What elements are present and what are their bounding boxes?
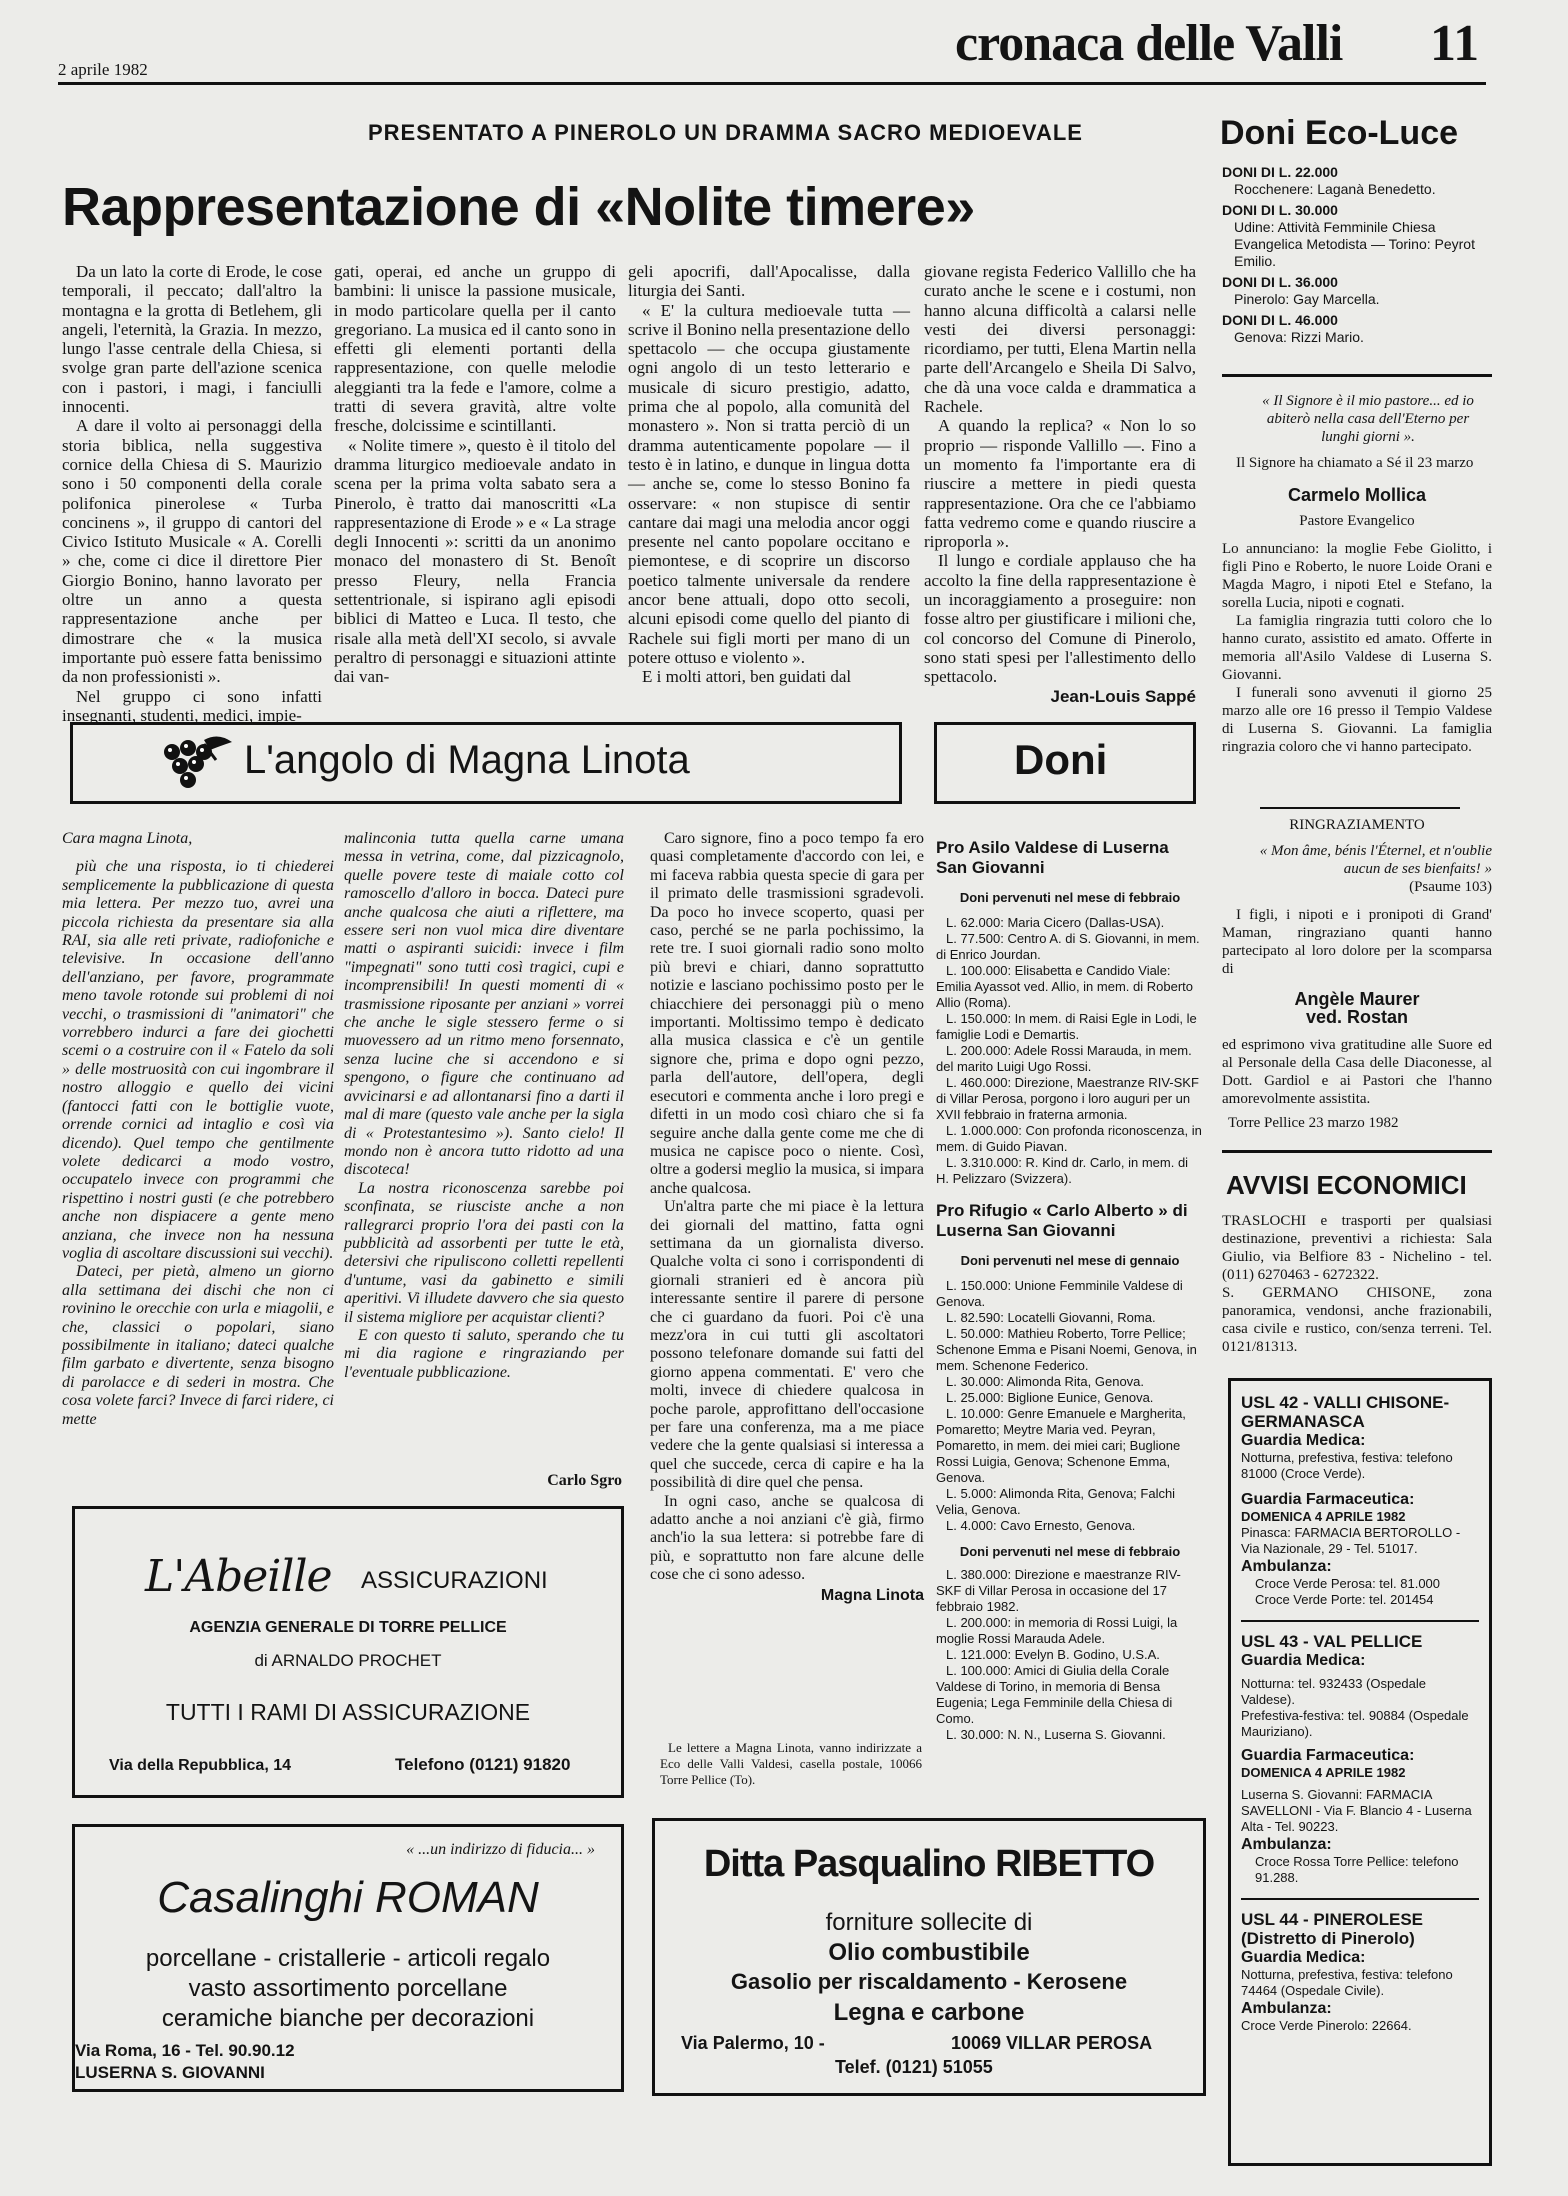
article-column-1: Da un lato la corte di Erode, le cose temporali, il peccato; dall'altro la montagna e la grotta di Betlehem, gli angeli, l'eternità, la Grazia. In mezzo, lungo l'asse centrale della Chiesa, si svolge gran parte dell'azione scenica con i pastori, i magi, i fanciulli innocenti. A dare il volto ai personaggi della storia biblica, nella suggestiva cornice della Chiesa di S. Maurizio sono i 50 componenti della corale polifonica pinerolese « Turba concinens », il gruppo di cantori del Civico Istituto Musicale « A. Corelli » che, come ci dice il direttore Pier Giorgio Bonino, hanno lavorato per oltre un anno a questa rappresentazione anche per dimostrare che « la musica importante può essere fatta benissimo da non professionisti ». Nel gruppo ci sono infatti insegnanti, studenti, medici, impie- <box>62 262 322 725</box>
roman-ad: « ...un indirizzo di fiducia... » Casalinghi ROMAN porcellane - cristallerie - articoli regalo vasto assortimento porcellane ceramiche bianche per decorazioni Via Roma, 16 - Tel. 90.90.12 LUSERNA S. GIOVANNI <box>72 1824 624 2092</box>
avvisi-text: TRASLOCHI e trasporti per qualsiasi destinazione, preventivi a richiesta: Sala Giulio, via Belfiore 83 - Nichelino - tel. (011) 6270463 - 6272322. S. GERMANO CHISONE, zona panoramica, vendonsi, anche frazionabili, casa civile e rustico, con/senza terreni. Tel. 0121/81313. <box>1222 1213 1492 1355</box>
linota-column-2: malinconia tutta quella carne umana messa in vetrina, come, dal pizzicagnolo, quelle povere teste di maiale cotto col ramoscello d'alloro in bocca. Dateci pure anche qualcosa che aiuti a riflettere, ma essere seri non vuol mica dire diventare matti o aspiranti suicidi: invece i film "impegnati" sono tutti così tragici, cupi e incomprensibili! In questi momenti di « trasmissione riposante per anziani » vorrei che anche le sigle stessero ferme o si muovessero ad un ritmo meno forsennato, senza lucine che si accendono e si spengono, o figure che continuano ad avvicinarsi e ad allontanarsi fino a darti il mal di mare (questo vale anche per la sigla di « Protestantesimo »). Santo cielo! Il mondo non è ancora tutto ridotto ad una discoteca! La nostra riconoscenza sarebbe poi sconfinata, se riusciste anche a non rallegrarci proprio l'ora dei pasti con la pubblicità ad assorbenti per tutte le età, detersivi che ripuliscono colletti repellenti d'untume, vasi da gabinetto e simili aperitivi. Vi illudete davvero che sia questo il sistema migliore per acquistar clienti? E con questo ti saluto, sperando che tu mi dia ragione e ringraziando per l'eventuale pubblicazione. <box>344 830 624 1381</box>
grapes-icon <box>158 730 238 796</box>
linota-column-1: Cara magna Linota, più che una risposta, io ti chiederei semplicemente la pubblicazione di questa mia lettera. Per mezzo tuo, avrei una piccola richiesta da presentare sia alla RAI, sia alle reti private, radiofoniche e televisive. In occasione dell'anno dell'anziano, per favore, programmate meno tavole rotonde sui problemi di noi vecchi, o trasmissioni di "animatori" che vorrebbero indurci a fare dei giochetti scemi o a costruire con il « Fatelo da soli » delle mostruosità con cui ingombrare il nostro alloggio e quello dei vicini (fantocci fatti con le bottiglie vuote, orrende cornici ad intaglio e così via dicendo). Quel tempo che gentilmente volete dedicarci a modo vostro, occupatelo invece con programmi che rispettino i nostri gusti (e che potrebbero anche non dispiacere a gente meno anziana, che invece non ha nessuna voglia di ascoltare discussioni sui vecchi). Dateci, per pietà, almeno un giorno alla settimana dei dischi che non ci rovinino le orecchie con urla e miagolii, e che, classici o popolari, siano possibilmente in italiano; dateci qualche film garbato e divertente, senza bisogno di parolacce e di sederi in mostra. Che cosa volete farci? Invece di farci ridere, ci mette <box>62 830 334 1428</box>
header-rule <box>58 82 1486 85</box>
article-column-2: gati, operai, ed anche un gruppo di bambini: li unisce la passione musicale, in modo particolare quella per il canto gregoriano. La musica ed il canto sono in effetti gli elementi portanti della rappresentazione, con quelle melodie aleggianti tra la fede e l'amore, colme a tratti di severa gravità, altre volte fresche, dolcissime e scintillanti. « Nolite timere », questo è il titolo del dramma liturgico medioevale andato in scena per la prima volta sabato sera a Pinerolo, è tratto dai manoscritti «La rappresentazione di Erode » e « La strage degli Innocenti »: scritti da un anonimo monaco del monastero di St. Benoît presso Fleury, nella Francia settentrionale, si ispirano agli episodi biblici di Matteo e Luca. Il testo, che risale alla metà dell'XI secolo, si avvale peraltro di personaggi e situazioni attinte dai van- <box>334 262 616 687</box>
abeille-logo: L'Abeille <box>145 1551 332 1602</box>
article-column-3: geli apocrifi, dall'Apocalisse, dalla liturgia dei Santi. « E' la cultura medioevale tutta — scrive il Bonino nella presentazione dello spettacolo — che occupa giustamente ogni angolo di un testo letterario e musicale di sicuro prestigio, adatto, prima che al popolo, alla comunità del monastero ». Non si tratta perciò di un dramma autenticamente popolare — il testo è in latino, e dunque in lingua dotta — anche se, come lo stesso Bonino fa osservare: « non stupisce di sentir cantare dai magi una melodia ancor oggi presente nel canto popolare occitano e piemontese, e di scoprire un discorso poetico talmente universale da rendere ancor bene attuali, dopo otto secoli, alcuni episodi come quello del pianto di Rachele sui figli morti per mano di un potere ottuso e violento ». E i molti attori, ben guidati dal <box>628 262 910 687</box>
linota-signature-1: Carlo Sgro <box>547 1472 622 1489</box>
eco-luce-rule <box>1222 374 1492 377</box>
usl-divider-2 <box>1241 1898 1479 1900</box>
obituary2-rule <box>1222 1150 1492 1153</box>
eco-luce-title: Doni Eco-Luce <box>1220 114 1459 152</box>
linota-signature-2: Magna Linota <box>820 1586 924 1604</box>
linota-column-3: Caro signore, fino a poco tempo fa ero quasi completamente d'accordo con lei, e mi faceva rabbia questa specie di gara per il primato delle trasmissioni sgradevoli. Da poco ho invece scoperto, quasi per caso, perché se ne parla pochissimo, la rete tre. I suoi giornali radio sono molto più brevi e chiari, danno soprattutto notizie e lasciano pochissimo posto per le chiacchiere dei personaggi più o meno importanti. Moltissimo tempo è dedicato alla musica classica e c'è un gentile signore che, prima e dopo ogni pezzo, parla dell'autore, dell'opera, degli esecutori e commenta anche i loro pregi e difetti in un modo così chiaro che si fa seguire anche dalla gente come me che di musica ne capisce poco o niente. Così, oltre a godersi meglio la musica, si impara anche qualcosa. Un'altra parte che mi piace è la lettura dei giornali del mattino, fatta ogni settimana da un giornalista diverso. Qualche volta ci sono i corrispondenti di giornali stranieri ed è ancora più interessante sentire il parere di persone che ci guardano da fuori. Poi c'è una mezz'ora in cui tutti gli ascoltatori possono telefonare domande sui fatti del giorno appena commentati. E' vero che molti, invece di chiedere qualcosa in poche parole, approfittano dell'occasione per fare una conferenza, ma a me piace vedere che la gente qualsiasi si interessa a quel che succede, cerca di capire e ha la possibilità di dire quel che pensa. In ogni caso, anche se qualcosa di adatto anche a noi anziani c'è già, firmo anch'io la sua lettera: si potrebbe fare di più, e soprattutto non fare alcune delle cose che ci sono adesso. Magna Linota <box>650 830 924 1604</box>
article-signature: Jean-Louis Sappé <box>1050 686 1196 706</box>
abeille-ad: L'Abeille ASSICURAZIONI AGENZIA GENERALE DI TORRE PELLICE di ARNALDO PROCHET TUTTI I RAMI DI ASSICURAZIONE Via della Repubblica, 14 Telefono (0121) 91820 <box>72 1506 624 1798</box>
usl-divider <box>1241 1620 1479 1622</box>
magna-linota-title: L'angolo di Magna Linota <box>244 738 690 782</box>
deceased-name: Carmelo Mollica <box>1287 485 1427 505</box>
issue-date: 2 aprile 1982 <box>58 60 148 79</box>
eco-luce-list: DONI DI L. 22.000 Rocchenere: Laganà Benedetto. DONI DI L. 30.000 Udine: Attività Femminile Chiesa Evangelica Metodista — Torino: Peyrot Emilio. DONI DI L. 36.000 Pinerolo: Gay Marcella. DONI DI L. 46.000 Genova: Rizzi Mario. <box>1222 164 1475 345</box>
obituary-maurer: RINGRAZIAMENTO « Mon âme, bénis l'Éternel, et n'oublie aucun de ses bienfaits! » (Psaume 103) I figli, i nipoti e i pronipoti di Grand' Maman, ringraziano quanti hanno partecipato al loro dolore per la scomparsa di Angèle Maurer ved. Rostan ed esprimono viva gratitudine alle Suore ed al Personale della Casa delle Diaconesse, al Dott. Gardiol e ai Pastori che l'hanno amorevolmente assistita. Torre Pellice 23 marzo 1982 <box>1222 817 1492 1131</box>
section-title: cronaca delle Valli <box>955 15 1343 72</box>
usl-box: USL 42 - VALLI CHISONE-GERMANASCA Guardia Medica: Notturna, prefestiva, festiva: telefono 81000 (Croce Verde). Guardia Farmaceutica: DOMENICA 4 APRILE 1982 Pinasca: FARMACIA BERTOROLLO - Via Nazionale, 29 - Tel. 51017. Ambulanza: Croce Verde Perosa: tel. 81.000 Croce Verde Porte: tel. 201454 USL 43 - VAL PELLICE Guardia Medica: Notturna: tel. 932433 (Ospedale Valdese). Prefestiva-festiva: tel. 90884 (Ospedale Mauriziano). Guardia Farmaceutica: DOMENICA 4 APRILE 1982 Luserna S. Giovanni: FARMACIA SAVELLONI - Via F. Blancio 4 - Luserna Alta - Tel. 90223. Ambulanza: Croce Rossa Torre Pellice: telefono 91.288. USL 44 - PINEROLESE (Distretto di Pinerolo) Guardia Medica: Notturna, prefestiva, festiva: telefono 74464 (Ospedale Civile). Ambulanza: Croce Verde Pinerolo: 22664. <box>1228 1378 1492 2166</box>
doni-title: Doni <box>1014 736 1108 783</box>
roman-name: Casalinghi ROMAN <box>157 1873 539 1922</box>
ribetto-ad: Ditta Pasqualino RIBETTO forniture sollecite di Olio combustibile Gasolio per riscaldamento - Kerosene Legna e carbone Via Palermo, 10 - 10069 VILLAR PEROSA Telef. (0121) 51055 <box>652 1818 1206 2096</box>
obituary-divider <box>1260 807 1460 809</box>
linota-footnote: Le lettere a Magna Linota, vanno indirizzate a Eco delle Valli Valdesi, casella postale, 10066 Torre Pellice (To). <box>660 1740 922 1787</box>
avvisi-title: AVVISI ECONOMICI <box>1226 1170 1467 1200</box>
article-kicker: PRESENTATO A PINEROLO UN DRAMMA SACRO MEDIOEVALE <box>368 120 1083 145</box>
page-number: 11 <box>1430 15 1480 72</box>
article-column-4: giovane regista Federico Vallillo che ha curato anche le scene e i costumi, non hanno alcuna difficoltà a calarsi nelle vesti dei diversi personaggi: ricordiamo, per tutti, Elena Martin nella parte dell'Arcangelo e Sheila Di Salvo, che dà una voce calda e drammatica a Rachele. A quando la replica? « Non lo so proprio — risponde Vallillo —. Fino a un momento fa l'importante era di riuscire a mettere in piedi questa rappresentazione. Ora che ce l'abbiamo fatta vedremo come e quando riuscire a riproporla ». Il lungo e cordiale applauso che ha accolto la fine della rappresentazione è un incoraggiamento a proseguire: non fosse altro per giustificare i milioni che, col concorso del Comune di Pinerolo, sono stati spesi per l'allestimento dello spettacolo. Jean-Louis Sappé <box>924 262 1196 706</box>
doni-list: Pro Asilo Valdese di Luserna San Giovanni Doni pervenuti nel mese di febbraio L. 62.000: Maria Cicero (Dallas-USA). L. 77.500: Centro A. di S. Giovanni, in mem. di Enrico Jourdan. L. 100.000: Elisabetta e Candido Viale: Emilia Ayassot ved. Allio, in mem. di Roberto Allio (Roma). L. 150.000: In mem. di Raisi Egle in Lodi, le famiglie Lodi e Demartis. L. 200.000: Adele Rossi Marauda, in mem. del marito Luigi Ugo Rossi. L. 460.000: Direzione, Maestranze RIV-SKF di Villar Perosa, porgono i loro auguri per un XVII febbraio in fraterna armonia. L. 1.000.000: Con profonda riconoscenza, in mem. di Guido Piavan. L. 3.310.000: R. Kind dr. Carlo, in mem. di H. Pelizzaro (Svizzera). Pro Rifugio « Carlo Alberto » di Luserna San Giovanni Doni pervenuti nel mese di gennaio L. 150.000: Unione Femminile Valdese di Genova. L. 82.590: Locatelli Giovanni, Roma. L. 50.000: Mathieu Roberto, Torre Pellice; Schenone Emma e Pisani Noemi, Genova, in mem. Schenone Federico. L. 30.000: Alimonda Rita, Genova. L. 25.000: Biglione Eunice, Genova. L. 10.000: Genre Emanuele e Margherita, Pomaretto; Meytre Maria ved. Peyran, Pomaretto, in mem. dei miei cari; Buglione Rossi Luigia, Genova; Schenone Emma, Genova. L. 5.000: Alimonda Rita, Genova; Falchi Velia, Genova. L. 4.000: Cavo Ernesto, Genova. Doni pervenuti nel mese di febbraio L. 380.000: Direzione e maestranze RIV-SKF di Villar Perosa in occasione del 17 febbraio 1982. L. 200.000: in memoria di Rossi Luigi, la moglie Rossi Marauda Adele. L. 121.000: Evelyn B. Godino, U.S.A. L. 100.000: Amici di Giulia della Corale Valdese di Torino, in memoria di Bensa Eugenia; Lega Femminile della Chiesa di Como. L. 30.000: N. N., Luserna S. Giovanni. <box>936 838 1202 1742</box>
ribetto-name: Ditta Pasqualino RIBETTO <box>703 1843 1155 1885</box>
deceased-name-2: Angèle Maurer <box>1294 989 1420 1009</box>
obituary-mollica: « Il Signore è il mio pastore... ed io abiterò nella casa dell'Eterno per lunghi giorni ». Il Signore ha chiamato a Sé il 23 marzo Carmelo Mollica Pastore Evangelico Lo annunciano: la moglie Febe Giolitto, i figli Pino e Roberto, le nuore Loide Orani e Magda Magro, i nipoti Etel e Stefano, la sorella Lucia, nipoti e cognati. La famiglia ringrazia tutti coloro che lo hanno curato, assistito ed amato. Offerte in memoria all'Asilo Valdese di Luserna S. Giovanni. I funerali sono avvenuti il giorno 25 marzo alle ore 16 presso il Tempio Valdese di Luserna S. Giovanni. La famiglia ringrazia coloro che vi hanno partecipato. <box>1222 393 1492 755</box>
article-title: Rappresentazione di «Nolite timere» <box>62 177 975 237</box>
